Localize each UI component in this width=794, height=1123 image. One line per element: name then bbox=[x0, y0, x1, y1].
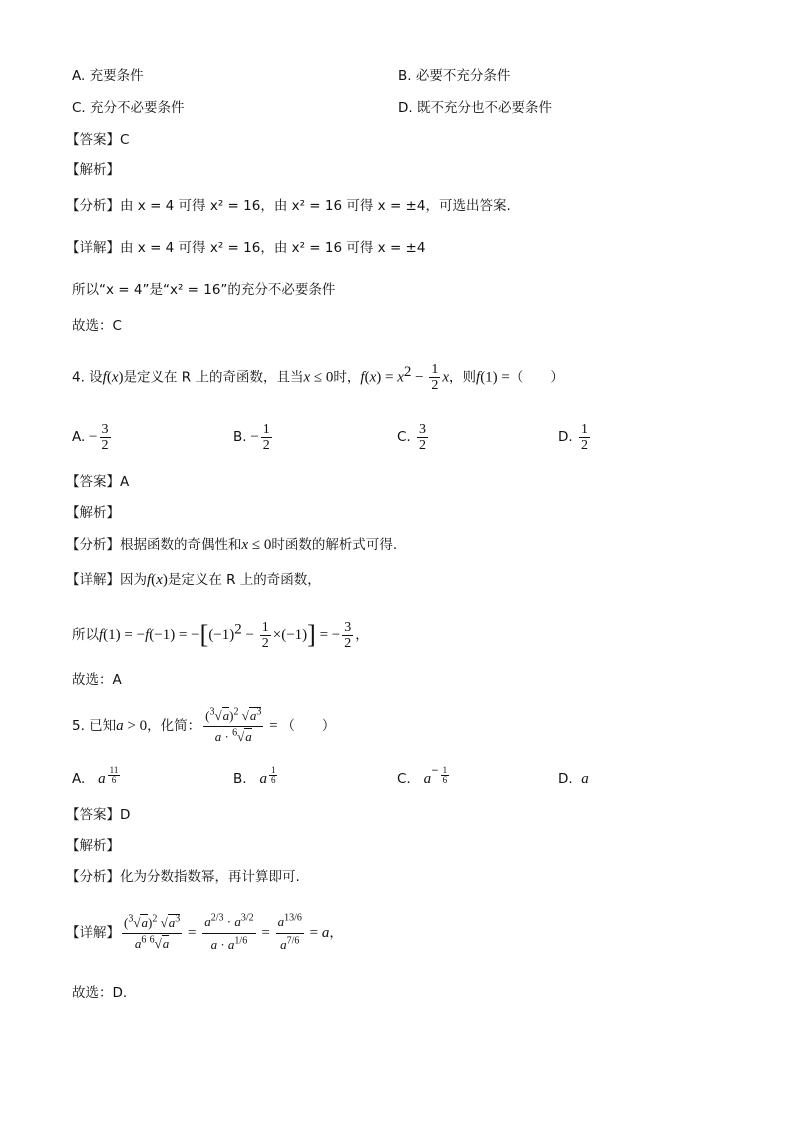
q5-option-c: C. a− $^{\frac{1}{6}}$ bbox=[397, 765, 448, 787]
q4-option-c: C. $\frac{3}{2}$ bbox=[397, 421, 427, 453]
q3-xiangjie: 【详解】由 x = 4 可得 x² = 16，由 x² = 16 可得 x = ±4 bbox=[66, 240, 426, 256]
q4-option-d: D. $\frac{1}{2}$ bbox=[558, 421, 588, 453]
q3-option-c: C. 充分不必要条件 bbox=[72, 100, 185, 116]
q4-so: 所以$f(1) = -f(-1) = -[(-1)^2$ − $\frac{1}{2}$ ×(−1)] = − $\frac{3}{2}$ ， bbox=[72, 619, 369, 651]
q5-fenxi: 【分析】化为分数指数幂，再计算即可. bbox=[66, 869, 300, 885]
q4-analysis-tag: 【解析】 bbox=[66, 505, 120, 521]
q3-option-b: B. 必要不充分条件 bbox=[398, 68, 511, 84]
q3-choose: 故选：C bbox=[72, 318, 122, 334]
q5-option-a: A. a $^{\frac{11}{6}}$ bbox=[72, 765, 119, 787]
q4-answer: 【答案】A bbox=[66, 474, 130, 490]
q3-option-a: A. 充要条件 bbox=[72, 68, 144, 84]
q3-so: 所以“x = 4”是“x² = 16”的充分不必要条件 bbox=[72, 282, 336, 298]
q4-option-a: A. − $\frac{3}{2}$ bbox=[72, 421, 109, 453]
q4-option-b: B. − $\frac{1}{2}$ bbox=[233, 421, 270, 453]
q4-stem: 4. 设f(x)是定义在 R 上的奇函数，且当x ≤ 0时，$f(x) = x^2$ − $\frac{1}{2}$ x，则f(1) =（ ） bbox=[72, 362, 564, 393]
q5-answer: 【答案】D bbox=[66, 807, 131, 823]
q5-stem: 5. 已知a > 0，化简： $\frac{(^3√a)^2 √a^3}{a \cdot ^6√a}$ = （ ） bbox=[72, 706, 336, 744]
q4-choose: 故选：A bbox=[72, 672, 122, 688]
q4-fenxi: 【分析】根据函数的奇偶性和x ≤ 0时函数的解析式可得. bbox=[66, 537, 398, 553]
q5-option-d: D. a bbox=[558, 771, 589, 787]
q5-analysis-tag: 【解析】 bbox=[66, 838, 120, 854]
q3-option-d: D. 既不充分也不必要条件 bbox=[398, 100, 552, 116]
q3-answer: 【答案】C bbox=[66, 132, 130, 148]
q5-xiangjie: 【详解】 $\frac{(^3√a)^2 √a^3}{a^6 ^6√a}$ = $\frac{a^{2/3} \cdot a^{3/2}}{a \cdot a^{1/6}}$ = $\frac{a^{13/6}}{a^{7/6}}$ = a， bbox=[66, 912, 343, 952]
q3-fenxi: 【分析】由 x = 4 可得 x² = 16，由 x² = 16 可得 x = ±4，可选出答案. bbox=[66, 198, 511, 214]
q3-analysis-tag: 【解析】 bbox=[66, 162, 120, 178]
q4-xiangjie: 【详解】因为f(x)是定义在 R 上的奇函数， bbox=[66, 572, 321, 588]
q5-choose: 故选：D. bbox=[72, 985, 128, 1001]
q5-option-b: B. a $^{\frac{1}{6}}$ bbox=[233, 765, 276, 787]
